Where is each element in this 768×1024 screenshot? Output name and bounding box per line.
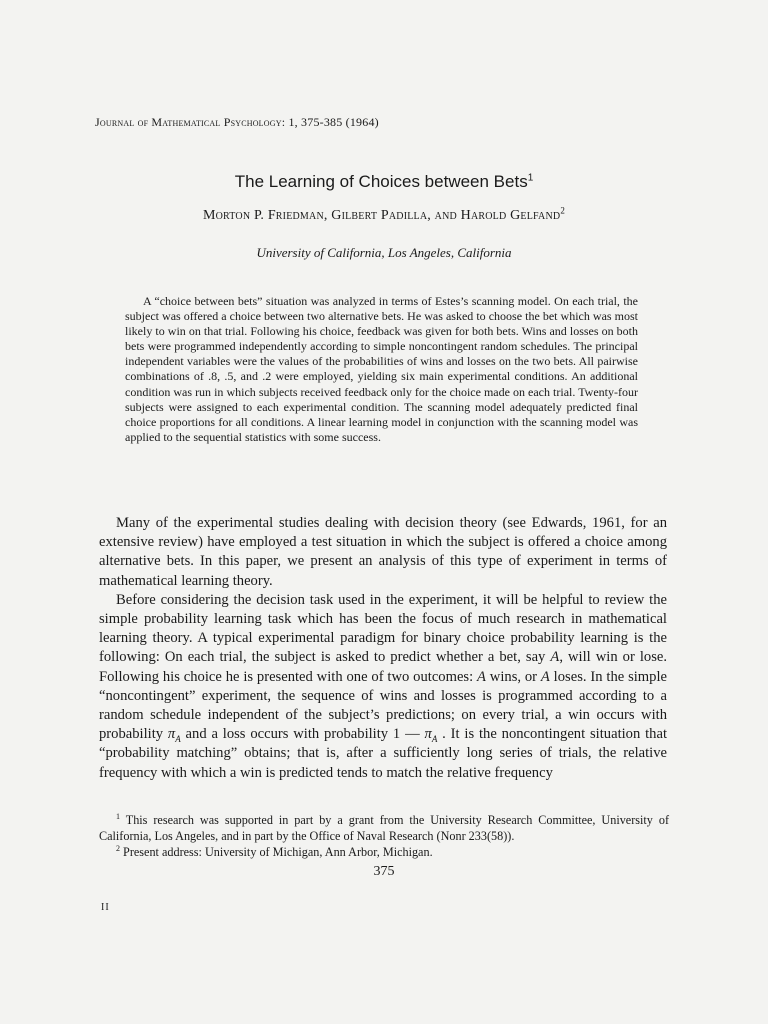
abstract-text: A “choice between bets” situation was analyzed in terms of Estes’s scanning model. On each trial, the subject was offered a choice between two alternative bets. He was asked to choose the bet which was most likely to win on that trial. Following his choice, feedback was given for both bets. Wins and losses on both bets were programmed independently according to simple noncontingent random schedules. The principal independent variables were the values of the probabilities of wins and losses on the two bets. All pairwise combinations of .8, .5, and .2 were employed, yielding six main experimental conditions. An additional condition was run in which subjects received feedback only for the choice made on each trial. Twenty-four subjects were assigned to each experimental condition. The scanning model adequately predicted final choice proportions for all conditions. A linear learning model in conjunction with the scanning model was applied to the sequential statistics with some success.: [125, 294, 638, 444]
footnote-2: $^2$ Present address: University of Michigan, Ann Arbor, Michigan.: [116, 843, 433, 859]
journal-name: Journal of Mathematical Psychology:: [95, 115, 286, 129]
body-paragraph-1: Many of the experimental studies dealing with decision theory (see Edwards, 1961, for an extensive review) have employed a test situation in which the subject is offered a choice among alternative bets. In this paper, we present an analysis of this type of experiment in terms of mathematical learning theory.: [99, 515, 667, 589]
journal-volume-pages: 1, 375-385 (1964): [288, 115, 379, 129]
footnotes: [99, 812, 669, 860]
page-number: 375: [373, 864, 395, 879]
body-paragraph-2: Before considering the decision task used in the experiment, it will be helpful to review the simple probability learning task which has been the focus of much research in mathematical learning theory. A typical experimental paradigm for binary choice probability learning is the following: On each trial, the subject is asked to predict whether a bet, say A, will win or lose. Following his choice he is presented with one of two outcomes: A wins, or A loses. In the simple “noncontingent” experiment, the sequence of wins and losses is programmed according to a random schedule independent of the subject’s predictions; on every trial, a win occurs with probability $\pi_A$ and a loss occurs with probability 1 — $\pi_A$ . It is the noncontingent situation that “probability matching” obtains; that is, after a sufficiently long series of trials, the relative frequency with which a win is predicted tends to match the relative frequency: [99, 591, 667, 781]
affiliation: University of California, Los Angeles, California: [256, 245, 512, 260]
author-line: [0, 205, 768, 224]
abstract: [125, 294, 638, 445]
body-text: [99, 514, 667, 783]
title-footnote-mark: 1: [527, 172, 534, 184]
authors: Morton P. Friedman, Gilbert Padilla, and Harold Gelfand: [202, 208, 561, 223]
footnote-1: $^1$ This research was supported in part by a grant from the University Research Committee, University of California, Los Angeles, and in part by the Office of Naval Research (Nonr 233(58)).: [99, 811, 669, 843]
printer-signature-mark: II: [101, 902, 110, 913]
journal-citation-line: [95, 115, 379, 130]
author-footnote-mark: 2: [560, 205, 566, 216]
article-title: The Learning of Choices between Bets: [234, 172, 528, 191]
article-title-block: [0, 172, 768, 192]
